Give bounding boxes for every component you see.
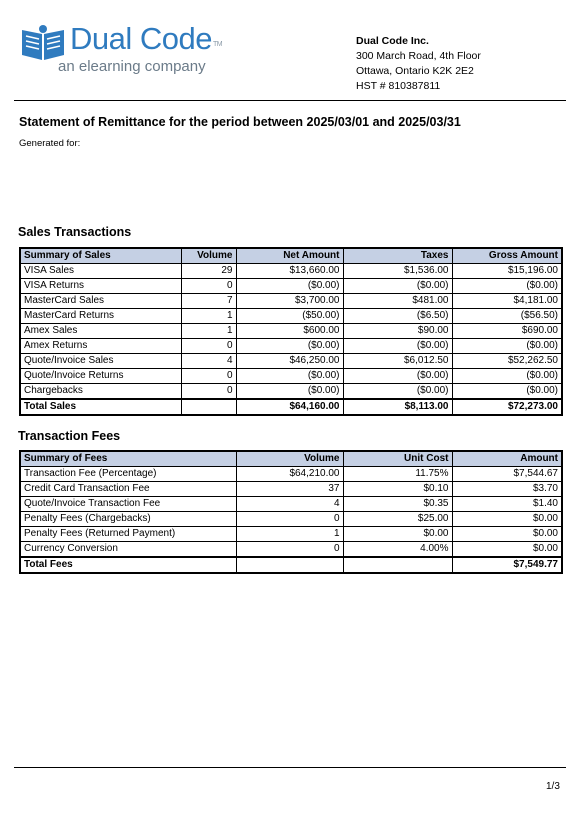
- table-cell: $481.00: [343, 294, 452, 309]
- table-cell: $0.00: [452, 527, 562, 542]
- table-cell: ($0.00): [452, 279, 562, 294]
- sales-header-volume: Volume: [181, 248, 236, 264]
- table-cell: MasterCard Returns: [20, 309, 181, 324]
- table-cell: 0: [181, 384, 236, 400]
- table-cell: 0: [181, 279, 236, 294]
- table-cell: 4.00%: [343, 542, 452, 558]
- table-cell: ($0.00): [452, 339, 562, 354]
- total-cell: [236, 557, 343, 573]
- total-row: [20, 557, 562, 573]
- table-cell: 4: [181, 354, 236, 369]
- table-cell: Amex Sales: [20, 324, 181, 339]
- table-cell: Transaction Fee (Percentage): [20, 467, 236, 482]
- table-cell: ($6.50): [343, 309, 452, 324]
- table-cell: $0.00: [452, 542, 562, 558]
- table-cell: Quote/Invoice Sales: [20, 354, 181, 369]
- table-cell: 0: [181, 369, 236, 384]
- table-cell: $600.00: [236, 324, 343, 339]
- table-cell: ($0.00): [452, 384, 562, 400]
- total-cell: $72,273.00: [452, 399, 562, 415]
- table-cell: $4,181.00: [452, 294, 562, 309]
- table-row: [20, 512, 562, 527]
- table-cell: ($0.00): [343, 339, 452, 354]
- table-cell: ($0.00): [343, 369, 452, 384]
- company-address-line-2: Ottawa, Ontario K2K 2E2: [356, 65, 474, 77]
- dual-code-logo: [20, 21, 240, 80]
- generated-for-label: Generated for:: [19, 138, 81, 149]
- logo-name: Dual Code™: [70, 21, 223, 56]
- sales-header-net: Net Amount: [236, 248, 343, 264]
- fees-header-summary: Summary of Fees: [20, 451, 236, 467]
- statement-title: Statement of Remittance for the period between 2025/03/01 and 2025/03/31: [19, 115, 461, 129]
- table-cell: ($56.50): [452, 309, 562, 324]
- sales-table: [19, 247, 563, 416]
- table-cell: VISA Returns: [20, 279, 181, 294]
- table-cell: $0.00: [452, 512, 562, 527]
- table-cell: $90.00: [343, 324, 452, 339]
- total-cell: Total Sales: [20, 399, 181, 415]
- table-cell: $46,250.00: [236, 354, 343, 369]
- company-name: Dual Code Inc.: [356, 35, 429, 47]
- table-cell: $1,536.00: [343, 264, 452, 279]
- table-cell: $13,660.00: [236, 264, 343, 279]
- total-cell: $7,549.77: [452, 557, 562, 573]
- table-cell: 0: [236, 512, 343, 527]
- table-row: [20, 542, 562, 558]
- company-address: [356, 34, 481, 94]
- table-cell: Amex Returns: [20, 339, 181, 354]
- table-row: [20, 497, 562, 512]
- table-cell: 1: [236, 527, 343, 542]
- table-cell: $6,012.50: [343, 354, 452, 369]
- table-cell: 29: [181, 264, 236, 279]
- total-cell: $8,113.00: [343, 399, 452, 415]
- table-row: [20, 309, 562, 324]
- table-cell: Penalty Fees (Chargebacks): [20, 512, 236, 527]
- table-cell: $64,210.00: [236, 467, 343, 482]
- table-cell: $52,262.50: [452, 354, 562, 369]
- table-cell: $690.00: [452, 324, 562, 339]
- table-cell: $25.00: [343, 512, 452, 527]
- table-cell: Quote/Invoice Transaction Fee: [20, 497, 236, 512]
- company-hst: HST # 810387811: [356, 80, 441, 92]
- fees-section-title: Transaction Fees: [18, 429, 121, 443]
- table-cell: ($0.00): [236, 369, 343, 384]
- total-cell: Total Fees: [20, 557, 236, 573]
- table-cell: ($0.00): [236, 384, 343, 400]
- table-cell: MasterCard Sales: [20, 294, 181, 309]
- table-cell: $0.35: [343, 497, 452, 512]
- table-cell: Currency Conversion: [20, 542, 236, 558]
- table-cell: 1: [181, 309, 236, 324]
- table-row: [20, 527, 562, 542]
- table-cell: 0: [181, 339, 236, 354]
- table-cell: Penalty Fees (Returned Payment): [20, 527, 236, 542]
- fees-header-amount: Amount: [452, 451, 562, 467]
- header-divider: [14, 100, 566, 101]
- total-row: [20, 399, 562, 415]
- table-cell: 7: [181, 294, 236, 309]
- table-cell: 4: [236, 497, 343, 512]
- table-row: [20, 354, 562, 369]
- fees-header-volume: Volume: [236, 451, 343, 467]
- table-cell: $3,700.00: [236, 294, 343, 309]
- table-row: [20, 339, 562, 354]
- table-cell: $15,196.00: [452, 264, 562, 279]
- table-row: [20, 482, 562, 497]
- table-cell: 37: [236, 482, 343, 497]
- table-row: [20, 324, 562, 339]
- table-cell: Chargebacks: [20, 384, 181, 400]
- table-row: [20, 264, 562, 279]
- sales-section-title: Sales Transactions: [18, 225, 132, 239]
- table-cell: ($0.00): [236, 339, 343, 354]
- footer-divider: [14, 767, 566, 768]
- sales-header-gross: Gross Amount: [452, 248, 562, 264]
- total-cell: $64,160.00: [236, 399, 343, 415]
- table-row: [20, 467, 562, 482]
- table-cell: ($0.00): [236, 279, 343, 294]
- table-cell: 0: [236, 542, 343, 558]
- table-cell: Quote/Invoice Returns: [20, 369, 181, 384]
- table-row: [20, 294, 562, 309]
- sales-header-summary: Summary of Sales: [20, 248, 181, 264]
- company-address-line-1: 300 March Road, 4th Floor: [356, 50, 481, 62]
- table-cell: 11.75%: [343, 467, 452, 482]
- table-cell: $0.10: [343, 482, 452, 497]
- table-cell: $0.00: [343, 527, 452, 542]
- table-cell: $3.70: [452, 482, 562, 497]
- sales-header-taxes: Taxes: [343, 248, 452, 264]
- table-row: [20, 279, 562, 294]
- total-cell: [343, 557, 452, 573]
- table-cell: ($0.00): [343, 384, 452, 400]
- page-number: 1/3: [546, 781, 560, 792]
- table-cell: Credit Card Transaction Fee: [20, 482, 236, 497]
- table-cell: ($0.00): [343, 279, 452, 294]
- table-cell: VISA Sales: [20, 264, 181, 279]
- book-person-icon: [20, 24, 66, 62]
- table-cell: $1.40: [452, 497, 562, 512]
- total-cell: [181, 399, 236, 415]
- table-row: [20, 384, 562, 400]
- table-cell: $7,544.67: [452, 467, 562, 482]
- table-row: [20, 369, 562, 384]
- table-cell: ($0.00): [452, 369, 562, 384]
- fees-table: [19, 450, 563, 574]
- fees-header-unit-cost: Unit Cost: [343, 451, 452, 467]
- logo-tagline: an elearning company: [58, 58, 206, 75]
- table-cell: ($50.00): [236, 309, 343, 324]
- table-cell: 1: [181, 324, 236, 339]
